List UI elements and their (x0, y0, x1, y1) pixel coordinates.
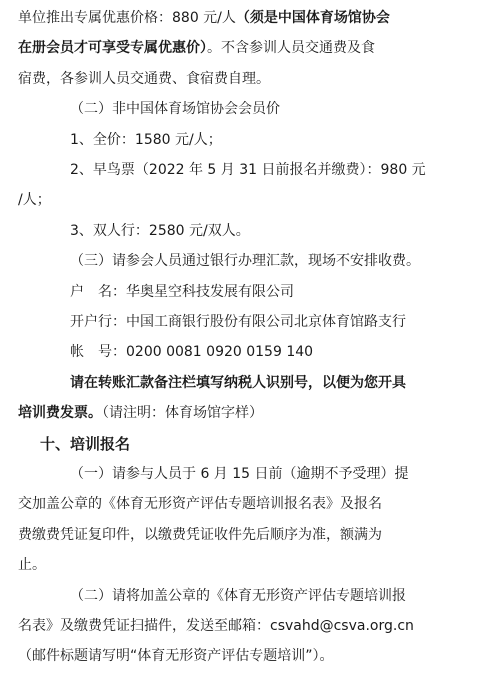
text-line: 3、双人行：2580 元/双人。 (70, 222, 250, 239)
text-line: 宿费，各参训人员交通费、食宿费自理。 (18, 70, 270, 87)
text-line: /人； (18, 192, 51, 209)
text-line (0, 8, 481, 28)
text-line: （邮件标题请写明“体育无形资产评估专题培训”）。 (18, 648, 334, 665)
chapter-heading: 十、培训报名 (40, 434, 131, 453)
text-line: 费缴费凭证复印件，以缴费凭证收件先后顺序为准，额满为 (18, 526, 382, 543)
email-line: 名表》及缴费凭证扫描件，发送至邮箱：csvahd@csva.org.cn (18, 618, 414, 634)
text-line: 止。 (18, 557, 46, 574)
text-segment: （请注明：体育场馆字样） (102, 405, 263, 422)
text-line (0, 38, 481, 58)
text-line: （一）请参与人员于 6 月 15 日前（逾期不予受理）提 (70, 466, 409, 482)
text-line: （二）请将加盖公章的《体育无形资产评估专题培训报 (70, 587, 406, 604)
bold-notice-line: 请在转账汇款备注栏填写纳税人识别号，以便为您开具 (70, 374, 406, 391)
text-segment: 单位推出专属优惠价格：880 元/人 (18, 10, 236, 26)
text-line: 1、全价：1580 元/人； (70, 131, 222, 148)
text-line (0, 403, 481, 423)
account-number-line: 帐 号：0200 0081 0920 0159 140 (70, 344, 314, 361)
text-segment: 。不含参训人员交通费及食 (207, 40, 375, 57)
text-line: 交加盖公章的《体育无形资产评估专题培训报名表》及报名 (18, 496, 382, 513)
account-name-line: 户 名：华奥星空科技发展有限公司 (70, 283, 294, 300)
text-line: 2、早鸟票（2022 年 5 月 31 日前报名并缴费）：980 元 (70, 162, 426, 178)
section-heading: （三）请参会人员通过银行办理汇款，现场不安排收费。 (70, 253, 420, 270)
bold-text-segment: （须是中国体育场馆协会 (235, 10, 390, 26)
section-heading: （二）非中国体育场馆协会会员价 (70, 101, 280, 118)
bold-text-segment: 培训费发票。 (18, 405, 102, 422)
bold-text-segment: 在册会员才可享受专属优惠价） (18, 40, 207, 57)
bank-line: 开户行：中国工商银行股份有限公司北京体育馆路支行 (70, 314, 406, 330)
